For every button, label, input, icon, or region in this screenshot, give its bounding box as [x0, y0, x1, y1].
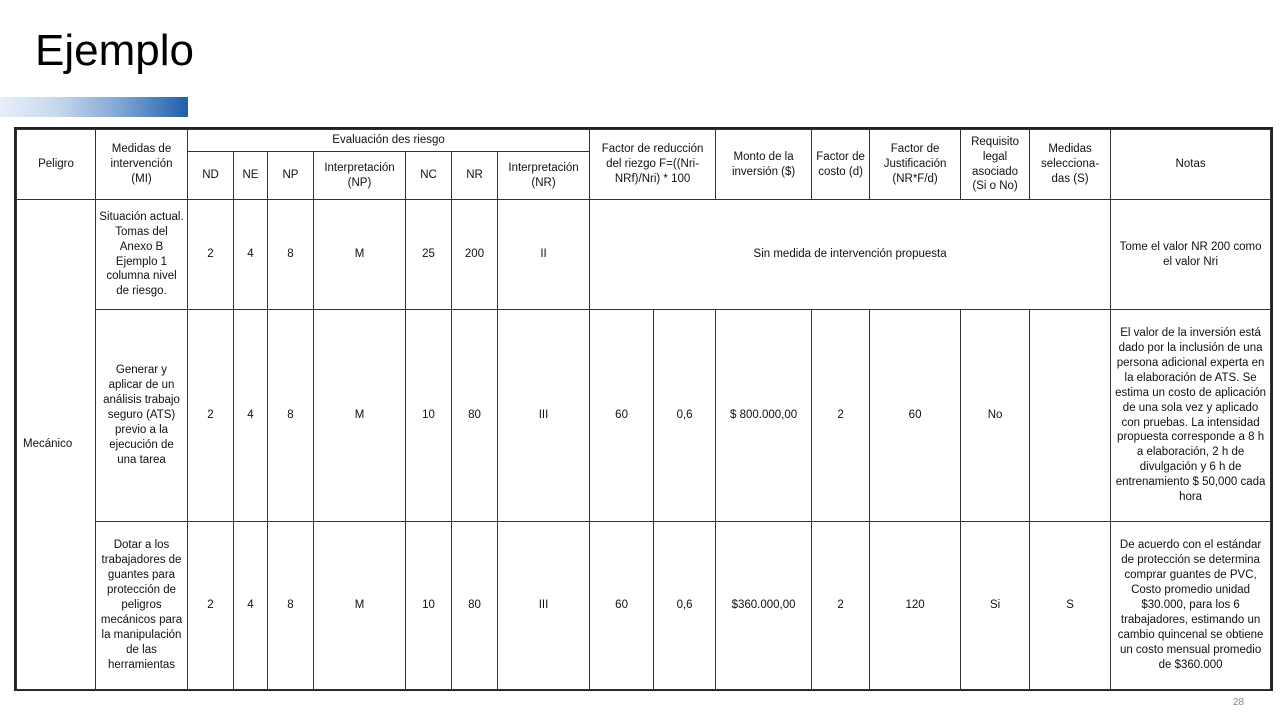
header-np: NP — [268, 152, 314, 200]
factor-b-cell: 0,6 — [654, 522, 716, 690]
header-factor-costo: Factor de costo (d) — [812, 130, 870, 200]
slide-title: Ejemplo — [35, 26, 194, 75]
header-evaluacion: Evaluación des riesgo — [188, 130, 590, 152]
nd-cell: 2 — [188, 522, 234, 690]
header-factor-reduccion: Factor de reducción del riezgo F=((Nri-NRf)/Nri) * 100 — [590, 130, 716, 200]
monto-cell: $ 800.000,00 — [716, 310, 812, 522]
no-intervention-cell: Sin medida de intervención propuesta — [590, 200, 1111, 310]
interp-np-cell: M — [314, 522, 406, 690]
medida-cell: Dotar a los trabajadores de guantes para protección de peligros mecánicos para la manipulación de las herramientas — [96, 522, 188, 690]
monto-cell: $360.000,00 — [716, 522, 812, 690]
header-peligro: Peligro — [17, 130, 96, 200]
table-row — [17, 200, 1271, 310]
medida-cell: Situación actual. Tomas del Anexo B Ejemplo 1 columna nivel de riesgo. — [96, 200, 188, 310]
table-row — [17, 310, 1271, 522]
costo-cell: 2 — [812, 310, 870, 522]
header-nc: NC — [406, 152, 452, 200]
header-nd: ND — [188, 152, 234, 200]
notas-cell: De acuerdo con el estándar de protección se determina comprar guantes de PVC, Costo promedio unidad $30.000, para los 6 trabajadores, estimando un cambio quincenal se obtiene un costo mensual promedio de $360.000 — [1111, 522, 1271, 690]
nd-cell: 2 — [188, 310, 234, 522]
medidas-sel-cell: S — [1030, 522, 1111, 690]
risk-evaluation-table — [14, 127, 1273, 691]
header-ne: NE — [234, 152, 268, 200]
page-number: 28 — [1232, 697, 1244, 708]
nc-cell: 10 — [406, 522, 452, 690]
medidas-sel-cell — [1030, 310, 1111, 522]
np-cell: 8 — [268, 522, 314, 690]
ne-cell: 4 — [234, 200, 268, 310]
nr-cell: 80 — [452, 522, 498, 690]
requisito-cell: No — [961, 310, 1030, 522]
nd-cell: 2 — [188, 200, 234, 310]
header-interp-np: Interpretación (NP) — [314, 152, 406, 200]
interp-nr-cell: II — [498, 200, 590, 310]
peligro-cell: Mecánico — [17, 200, 96, 690]
nc-cell: 10 — [406, 310, 452, 522]
nr-cell: 80 — [452, 310, 498, 522]
header-factor-justificacion: Factor de Justificación (NR*F/d) — [870, 130, 961, 200]
ne-cell: 4 — [234, 522, 268, 690]
title-accent-bar — [0, 97, 188, 117]
requisito-cell: Si — [961, 522, 1030, 690]
np-cell: 8 — [268, 310, 314, 522]
header-nr: NR — [452, 152, 498, 200]
header-requisito: Requisito legal asociado (Si o No) — [961, 130, 1030, 200]
notas-cell: Tome el valor NR 200 como el valor Nri — [1111, 200, 1271, 310]
interp-nr-cell: III — [498, 310, 590, 522]
header-notas: Notas — [1111, 130, 1271, 200]
medida-cell: Generar y aplicar de un análisis trabajo seguro (ATS) previo a la ejecución de una tarea — [96, 310, 188, 522]
nc-cell: 25 — [406, 200, 452, 310]
nr-cell: 200 — [452, 200, 498, 310]
header-monto: Monto de la inversión ($) — [716, 130, 812, 200]
np-cell: 8 — [268, 200, 314, 310]
header-interp-nr: Interpretación (NR) — [498, 152, 590, 200]
header-medidas: Medidas de intervención (MI) — [96, 130, 188, 200]
interp-nr-cell: III — [498, 522, 590, 690]
header-medidas-seleccionadas: Medidas selecciona-das (S) — [1030, 130, 1111, 200]
table-row — [17, 522, 1271, 690]
interp-np-cell: M — [314, 200, 406, 310]
costo-cell: 2 — [812, 522, 870, 690]
justificacion-cell: 120 — [870, 522, 961, 690]
factor-a-cell: 60 — [590, 310, 654, 522]
ne-cell: 4 — [234, 310, 268, 522]
notas-cell: El valor de la inversión está dado por la inclusión de una persona adicional experta en la elaboración de ATS. Se estima un costo de aplicación de una sola vez y aplicado con pruebas. La intensidad propuesta corresponde a 8 h a elaboración, 2 h de divulgación y 6 h de entrenamiento $ 50,000 cada hora — [1111, 310, 1271, 522]
justificacion-cell: 60 — [870, 310, 961, 522]
factor-b-cell: 0,6 — [654, 310, 716, 522]
factor-a-cell: 60 — [590, 522, 654, 690]
interp-np-cell: M — [314, 310, 406, 522]
